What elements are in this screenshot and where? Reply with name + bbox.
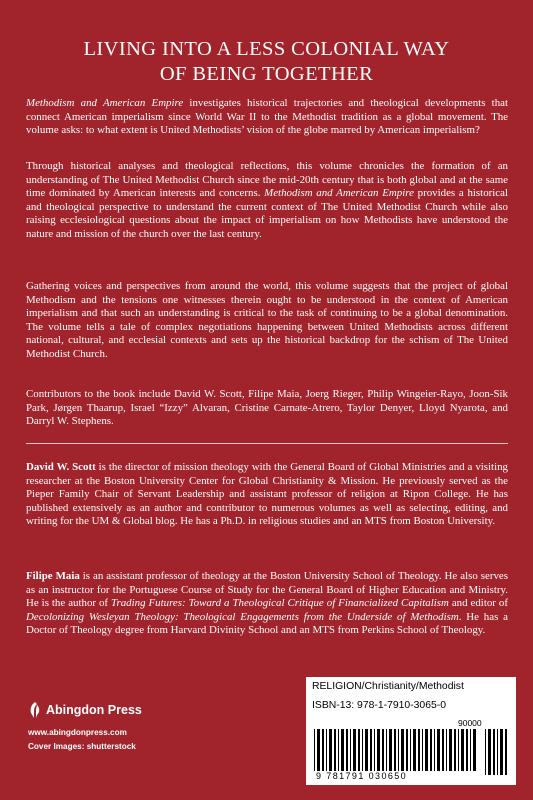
ean-barcode (313, 729, 478, 771)
barcode-bar (458, 729, 459, 771)
book-title: Methodism and American Empire (264, 187, 414, 200)
barcode-bar (329, 729, 332, 771)
heading-line-1: LIVING INTO A LESS COLONIAL WAY (83, 38, 450, 60)
barcode-bar (394, 729, 396, 771)
isbn-label: ISBN-13: 978-1-7910-3065-0 (312, 700, 447, 711)
heading-line-2: OF BEING TOGETHER (159, 63, 374, 85)
barcode-bar (382, 729, 384, 771)
bisac-category: RELIGION/Christianity/Methodist (312, 681, 464, 692)
description-paragraph-3: Gathering voices and perspectives from around the world, this volume suggests that the project of global Methodism and the tensions one witnesses therein ought to be understood in the context of American imperialism and that such an understanding is critical to the task of continuing to be a global denomination. The volume tells a tale of complex negotiations happening between United Methodists across different national, cultural, and ecclesial contexts and sets up the historical backdrop for the schism of The United Methodist Church. (26, 280, 508, 360)
description-paragraph-2: Through historical analyses and theological reflections, this volume chronicles the formation of an understanding of The United Methodist Church since the mid-20th century that is both global and at the same time dominated by American interests and concerns. Methodism and American Empire provides a historical and theological perspective to understand the current context of The United Methodist Church while also raising ecclesiological questions about the impact of imperialism on how Methodists have understood the nature and mission of the church over the last century. (26, 160, 508, 240)
description-paragraph-1: Methodism and American Empire investigates historical trajectories and theological developments that connect American imperialism since World War II to the Methodist tradition as a global movement. The volume asks: to what extent is United Methodists’ vision of the globe marred by American imperialism? (26, 97, 508, 137)
barcode-bar (500, 729, 503, 775)
barcode-bar (442, 729, 444, 771)
addon-barcode (484, 729, 510, 775)
barcode-bar (425, 729, 428, 771)
barcode-bar (449, 729, 452, 771)
barcode-bar (406, 729, 408, 771)
barcode-bar (353, 729, 356, 771)
barcode-bar (485, 729, 486, 775)
barcode-bar (410, 729, 411, 771)
barcode-bar (326, 729, 327, 771)
author-bio-scott: David W. Scott is the director of mission theology with the General Board of Global Ministries and a visiting researcher at the Boston University Center for Global Christianity & Mission. He previously served as the Pieper Family Chair of Servant Leadership and assistant professor of religion at Ripon College. He has published extensively as an author and contributor to numerous volumes as well as selecting, editing, and writing for the UM & Global blog. He has a Ph.D. in religious studies and an MTS from Boston University. (26, 461, 508, 528)
barcode-bar (493, 729, 495, 775)
barcode-bar (350, 729, 351, 771)
barcode-bar (413, 729, 416, 771)
barcode-bar (473, 729, 476, 771)
barcode-bar (341, 729, 344, 771)
cover-credit: Cover Images: shutterstock (28, 742, 136, 751)
barcode-bar (314, 729, 315, 771)
book-title: Methodism and American Empire (26, 97, 184, 109)
barcode-bar (346, 729, 348, 771)
cover-heading (0, 37, 533, 87)
barcode-bar (365, 729, 368, 771)
barcode-bar (497, 729, 498, 775)
barcode-bar (358, 729, 360, 771)
contributors-paragraph: Contributors to the book include David W. Scott, Filipe Maia, Joerg Rieger, Philip Wingeier-Rayo, Joon-Sik Park, Jørgen Thaarup, Israel “Izzy” Alvaran, Cristine Carnate-Atrero, Taylor Denyer, Lloyd Nyarota, and Darryl W. Stephens. (26, 388, 508, 428)
barcode-bar (401, 729, 404, 771)
divider (26, 443, 508, 444)
barcode-bar (470, 729, 471, 771)
barcode-bar (386, 729, 387, 771)
barcode-bar (374, 729, 375, 771)
barcode-bar (370, 729, 372, 771)
barcode-bar (466, 729, 468, 771)
barcode-bar (505, 729, 507, 775)
abingdon-logo-icon (28, 701, 42, 719)
barcode-bar (377, 729, 380, 771)
barcode-bar (422, 729, 423, 771)
barcode-box (306, 677, 516, 785)
barcode-bar (418, 729, 420, 771)
publisher-website: www.abingdonpress.com (28, 728, 127, 737)
barcode-bar (398, 729, 399, 771)
author-bio-maia: Filipe Maia is an assistant professor of theology at the Boston University School of Theology. He also serves as an instructor for the Portuguese Course of Study for the General Board of Higher Education and Ministry. He is the author of Trading Futures: Toward a Theological Critique of Financialized Capitalism and editor of Decolonizing Wesleyan Theology: Theological Engagements from the Underside of Methodism. He has a Doctor of Theology degree from Harvard Divinity School and an MTS from Perkins School of Theology. (26, 570, 508, 637)
barcode-bar (488, 729, 491, 775)
barcode-bar (322, 729, 324, 771)
price-code: 90000 (458, 718, 482, 728)
barcode-bar (389, 729, 392, 771)
barcode-bar (454, 729, 456, 771)
publisher-name: Abingdon Press (46, 703, 142, 717)
barcode-bar (317, 729, 320, 771)
barcode-bar (338, 729, 339, 771)
barcode-bar (446, 729, 447, 771)
barcode-bar (430, 729, 432, 771)
barcode-bar (334, 729, 336, 771)
barcode-bar (461, 729, 464, 771)
author-name: David W. Scott (26, 461, 96, 473)
barcode-bar (362, 729, 363, 771)
barcode-bar (437, 729, 440, 771)
publisher-logo (28, 700, 208, 720)
barcode-digits: 9 781791 030650 (316, 771, 408, 781)
barcode-bar (434, 729, 435, 771)
author-name: Filipe Maia (26, 570, 80, 582)
